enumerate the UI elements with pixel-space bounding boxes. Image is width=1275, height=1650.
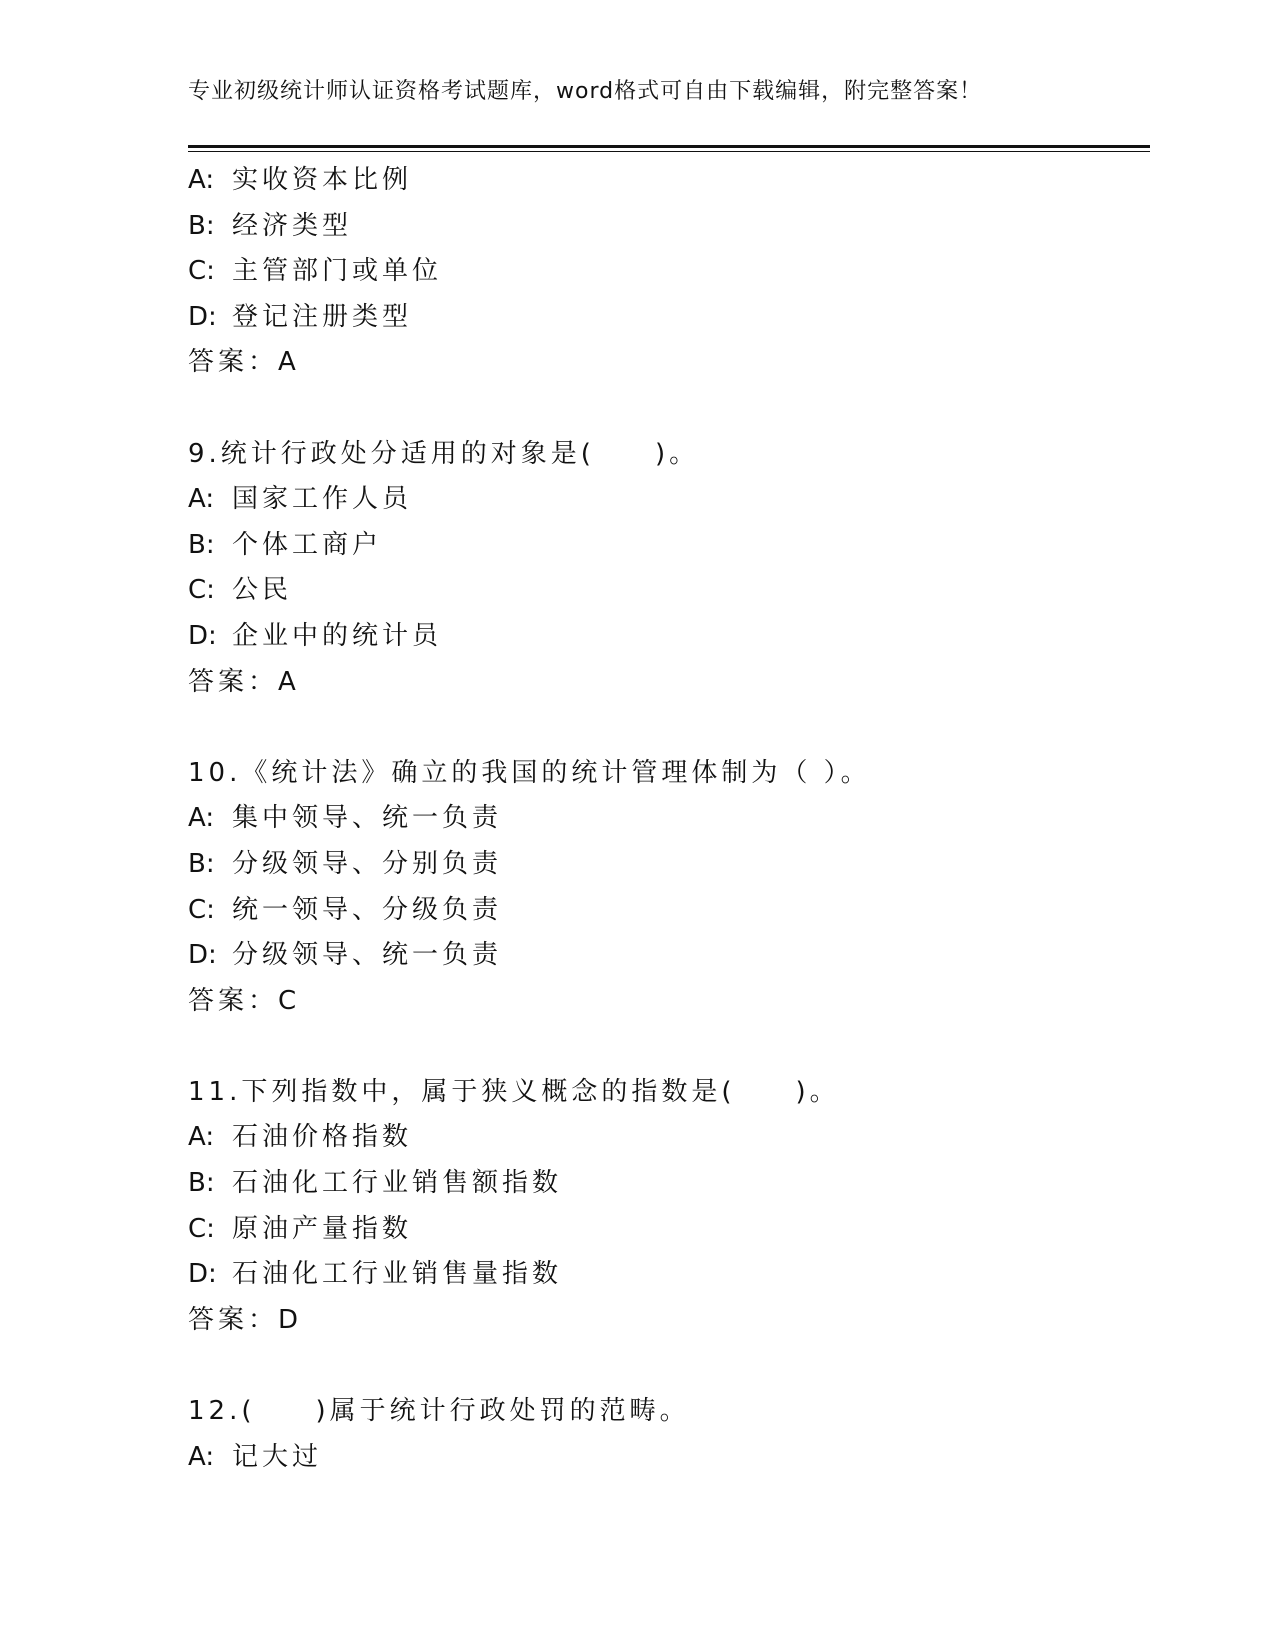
spacer (188, 705, 1148, 751)
option-label: C: (188, 894, 215, 925)
page-header: 专业初级统计师认证资格考试题库，word格式可自由下载编辑，附完整答案！ (188, 79, 983, 104)
option-text: 分级领导、统一负责 (232, 940, 503, 971)
option-line (188, 1161, 1148, 1207)
option-text: 个体工商户 (232, 529, 383, 560)
option-text: 石油化工行业销售量指数 (232, 1259, 563, 1290)
option-line (188, 1252, 1148, 1298)
option-label: A: (188, 165, 215, 195)
option-text: 集中领导、统一负责 (232, 803, 503, 834)
answer-line: 答案：A (188, 666, 300, 697)
option-line (188, 249, 1148, 295)
option-text: 国家工作人员 (232, 484, 413, 515)
option-line (188, 1115, 1148, 1161)
option-label: D: (188, 1259, 217, 1290)
option-line (188, 295, 1148, 341)
answer-line: 答案：C (188, 985, 301, 1016)
option-text: 主管部门或单位 (232, 256, 443, 287)
option-text: 经济类型 (232, 210, 353, 241)
option-text: 原油产量指数 (232, 1213, 413, 1244)
option-line (188, 796, 1148, 842)
option-label: A: (188, 803, 215, 834)
option-line (188, 204, 1148, 250)
option-label: B: (188, 210, 215, 241)
option-text: 记大过 (232, 1441, 323, 1472)
header-rule-thick (188, 145, 1150, 148)
option-text: 登记注册类型 (232, 301, 413, 332)
option-line (188, 1207, 1148, 1253)
option-line (188, 888, 1148, 934)
option-label: D: (188, 620, 217, 651)
question-line: 11.下列指数中，属于狭义概念的指数是( )。 (188, 1076, 840, 1107)
option-line (188, 842, 1148, 888)
spacer (188, 1343, 1148, 1389)
question-line: 9.统计行政处分适用的对象是( )。 (188, 438, 700, 469)
option-text: 石油价格指数 (232, 1122, 413, 1153)
option-label: C: (188, 575, 215, 606)
option-line (188, 523, 1148, 569)
option-text: 统一领导、分级负责 (232, 894, 503, 925)
option-line (188, 568, 1148, 614)
option-label: D: (188, 940, 217, 971)
answer-line: 答案：A (188, 347, 300, 378)
option-label: D: (188, 301, 217, 332)
option-line (188, 158, 1148, 204)
option-label: A: (188, 1122, 215, 1153)
option-text: 公民 (232, 575, 293, 606)
option-text: 石油化工行业销售额指数 (232, 1168, 563, 1199)
option-label: A: (188, 1441, 215, 1472)
option-line (188, 477, 1148, 523)
option-line (188, 1435, 1148, 1481)
option-label: C: (188, 256, 215, 287)
option-text: 实收资本比例 (232, 165, 413, 195)
spacer (188, 386, 1148, 432)
option-line (188, 933, 1148, 979)
option-label: B: (188, 529, 215, 560)
header-rule-thin (188, 151, 1150, 152)
answer-line: 答案：D (188, 1304, 303, 1335)
spacer (188, 1024, 1148, 1070)
option-line (188, 614, 1148, 660)
question-line: 12.( )属于统计行政处罚的范畴。 (188, 1396, 690, 1427)
option-text: 企业中的统计员 (232, 620, 443, 651)
option-label: A: (188, 484, 215, 515)
question-line: 10.《统计法》确立的我国的统计管理体制为（ ）。 (188, 757, 871, 788)
option-label: B: (188, 1168, 215, 1199)
option-label: B: (188, 848, 215, 879)
option-text: 分级领导、分别负责 (232, 848, 503, 879)
option-label: C: (188, 1213, 215, 1244)
question-content (188, 158, 1148, 1480)
